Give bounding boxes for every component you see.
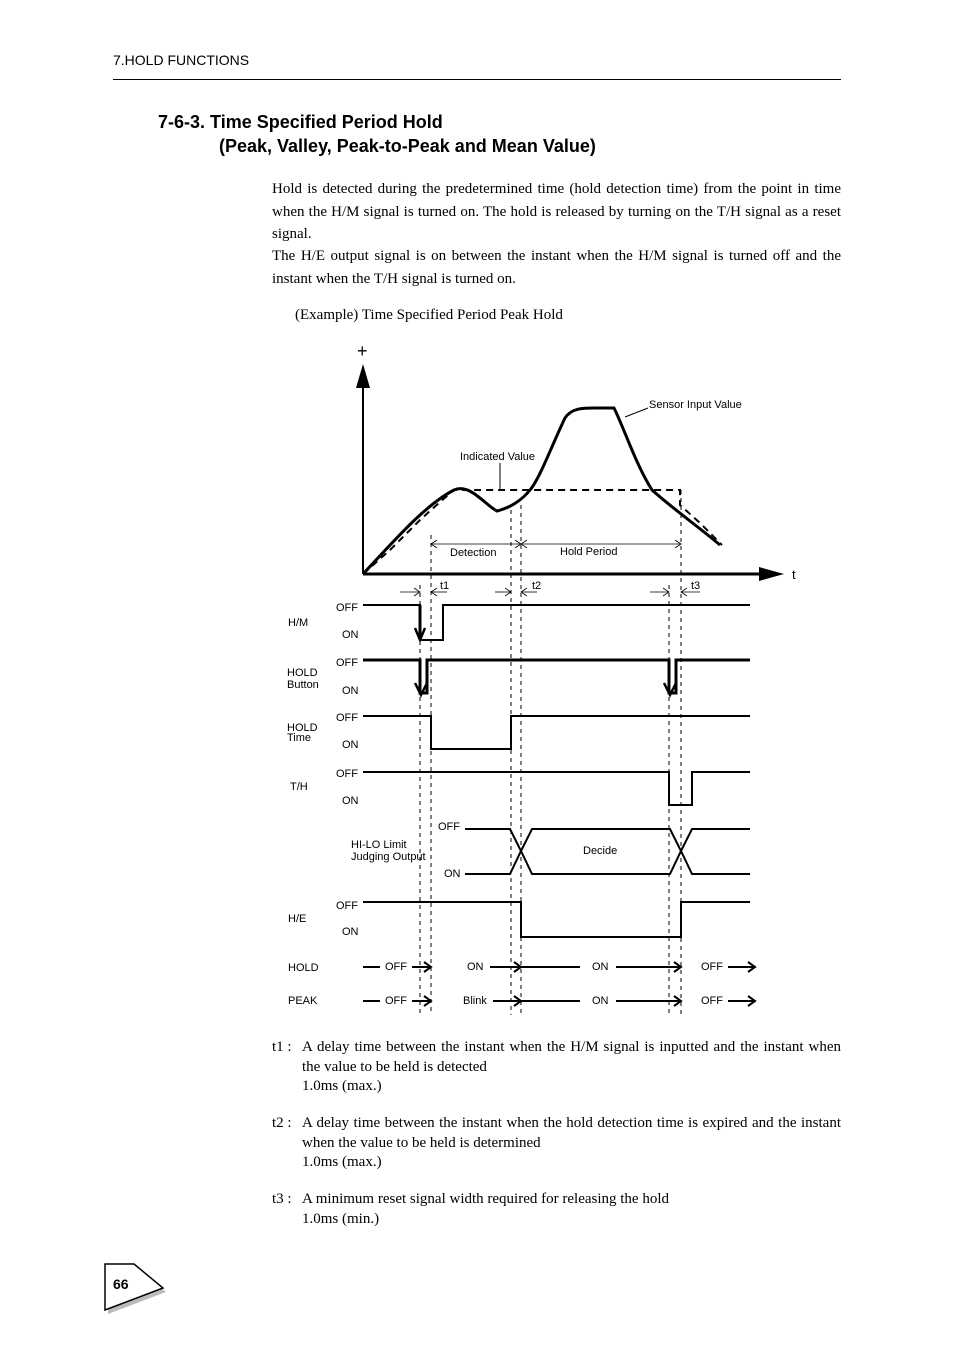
- th-on-label: ON: [342, 795, 359, 807]
- section-subtitle: (Peak, Valley, Peak-to-Peak and Mean Value): [219, 136, 596, 156]
- hold-time-label-2: Time: [287, 732, 312, 744]
- running-header: 7.HOLD FUNCTIONS: [113, 52, 250, 68]
- he-label: H/E: [288, 913, 307, 925]
- note-t3: [272, 1190, 841, 1229]
- hilo-label-2: Judging Output: [351, 851, 426, 863]
- hold-button-off-label: OFF: [336, 657, 358, 669]
- he-off-label: OFF: [336, 900, 358, 912]
- note-t2-text: A delay time between the instant when the hold detection time is expired and the instant when the value to be held is determined: [302, 1115, 841, 1151]
- hm-label: H/M: [288, 617, 309, 629]
- decide-label: Decide: [583, 845, 618, 857]
- he-waveform: [363, 902, 750, 937]
- section-title: 7-6-3. Time Specified Period Hold: [158, 112, 443, 132]
- hold-button-label-1: HOLD: [287, 667, 318, 679]
- note-t1-label: t1 :: [272, 1039, 292, 1055]
- hold-state-1: OFF: [385, 961, 407, 973]
- note-t1-text: A delay time between the instant when the H/M signal is inputted and the instant when the value to be held is detected: [302, 1039, 841, 1075]
- note-t3-value: 1.0ms (min.): [302, 1210, 380, 1227]
- hold-row-label: HOLD: [288, 962, 319, 974]
- sensor-input-label: Sensor Input Value: [649, 399, 742, 411]
- x-axis-arrowhead: [759, 567, 784, 581]
- indicated-value-label: Indicated Value: [460, 451, 536, 463]
- hold-state-2: ON: [467, 961, 484, 973]
- y-plus-label: +: [357, 341, 368, 361]
- hilo-off-label: OFF: [438, 821, 460, 833]
- note-t3-text: A minimum reset signal width required for releasing the hold: [302, 1191, 670, 1207]
- peak-row-label: PEAK: [288, 995, 318, 1007]
- he-on-label: ON: [342, 926, 359, 938]
- hm-off-label: OFF: [336, 602, 358, 614]
- hold-time-label-1: HOLD: [287, 722, 318, 734]
- peak-state-3: ON: [592, 995, 609, 1007]
- hilo-label-1: HI-LO Limit: [351, 839, 407, 851]
- hilo-on-label: ON: [444, 868, 461, 880]
- note-t2-value: 1.0ms (max.): [302, 1154, 382, 1170]
- t1-label: t1: [440, 580, 450, 592]
- hold-period-label: Hold Period: [560, 546, 618, 558]
- th-waveform: [363, 772, 750, 805]
- note-t3-label: t3 :: [272, 1191, 292, 1207]
- note-t1-value: 1.0ms (max.): [302, 1078, 382, 1094]
- detection-label: Detection: [450, 547, 497, 559]
- peak-state-1: OFF: [385, 995, 407, 1007]
- hm-on-label: ON: [342, 629, 359, 641]
- body-paragraph-2: The H/E output signal is on between the instant when the H/M signal is turned off and the instant when the T/H signal is turned on.: [272, 248, 841, 287]
- t2-label: t2: [532, 580, 542, 592]
- hold-state-3: ON: [592, 961, 609, 973]
- hold-button-on-label: ON: [342, 685, 359, 697]
- hold-time-on-label: ON: [342, 739, 359, 751]
- hold-time-off-label: OFF: [336, 712, 358, 724]
- th-off-label: OFF: [336, 768, 358, 780]
- example-caption: (Example) Time Specified Period Peak Hold: [295, 307, 563, 323]
- body-paragraph-1: Hold is detected during the predetermined time (hold detection time) from the point in time when the H/M signal is turned on. The hold is released by turning on the T/H signal as a reset signal.: [272, 181, 841, 242]
- sensor-input-leader: [625, 408, 648, 417]
- t-axis-label: t: [792, 567, 796, 582]
- hold-button-waveform: [363, 660, 750, 693]
- hold-state-4: OFF: [701, 961, 723, 973]
- note-t2: [272, 1114, 841, 1173]
- note-t2-label: t2 :: [272, 1115, 292, 1131]
- page-number: 66: [113, 1276, 129, 1292]
- hold-button-label-2: Button: [287, 679, 319, 691]
- t3-label: t3: [691, 580, 701, 592]
- hold-time-waveform: [363, 716, 750, 749]
- peak-state-2: Blink: [463, 995, 487, 1007]
- th-label: T/H: [290, 781, 308, 793]
- note-t1: [272, 1038, 841, 1097]
- y-axis-arrowhead: [356, 364, 370, 388]
- peak-state-4: OFF: [701, 995, 723, 1007]
